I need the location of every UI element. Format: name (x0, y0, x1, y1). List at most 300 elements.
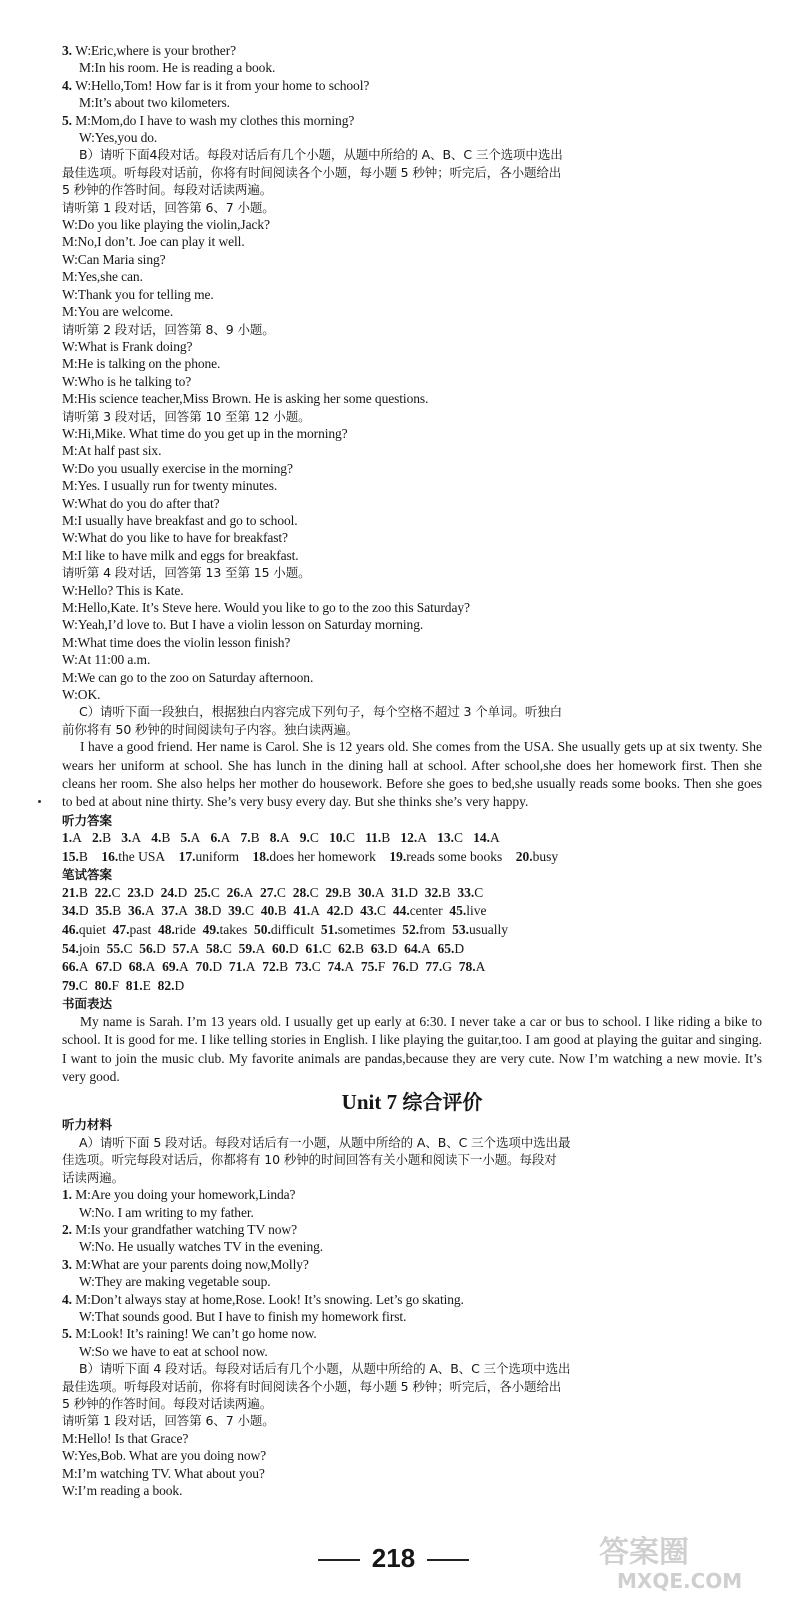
answer-number: 25. (194, 884, 211, 900)
answer-value: A (189, 940, 200, 956)
dialogue-text: W:Yes,you do. (79, 130, 158, 146)
answer-value: A (220, 830, 231, 846)
dialogue-text: M:In his room. He is reading a book. (79, 60, 276, 76)
answer-item (161, 885, 188, 900)
answer-number: 11. (365, 830, 382, 846)
answer-value: A (475, 959, 486, 975)
answer-number: 29. (325, 884, 343, 900)
answer-number: 50. (254, 922, 271, 938)
answer-item (62, 922, 106, 937)
answer-value: D (78, 903, 89, 919)
page-number: 218 (371, 1543, 416, 1573)
monologue-passage (62, 738, 762, 812)
answer-number: 31. (391, 884, 409, 900)
dialogue-line: W:What do you like to have for breakfast? (62, 530, 288, 546)
dialogue-line: W:Thank you for telling me. (62, 286, 214, 302)
answer-item (179, 849, 239, 864)
answer-number: 7. (240, 830, 251, 846)
section-b-instruction: 5 秒钟的作答时间。每段对话读两遍。 (62, 1395, 273, 1411)
answer-item (293, 903, 320, 918)
answer-value: D (454, 940, 465, 956)
answer-value: C (309, 830, 319, 846)
answer-number: 56. (139, 940, 157, 956)
section-b-instruction: B）请听下面 4 段对话。每段对话后有几个小题，从题中所给的 A、B、C 三个选项中选出 (79, 1361, 571, 1377)
listening-answers-heading: 听力答案 (62, 812, 113, 828)
answer-number: 53. (452, 922, 469, 938)
dialogue-line: M:I’m watching TV. What about you? (62, 1465, 265, 1481)
answer-value: uniform (195, 848, 240, 864)
dialogue-line: M:I usually have breakfast and go to school. (62, 512, 298, 528)
dialogue-text: W:They are making vegetable soup. (79, 1274, 271, 1290)
answer-item (162, 959, 189, 974)
watermark-logo (559, 1524, 779, 1594)
dialogue-line (62, 1291, 762, 1308)
writing-text: My name is Sarah. I’m 13 years old. I usually get up early at 6:30. I never take a car or bus to school. I like riding a bike to school. It is good for me. I like telling stories in English. I like playing the guitar,too. I am good at playing the guitar and singing. I want to join the music club. My favorite animals are pandas,because they are very cute. Now I’m watching a new movie. It’s very good. (62, 1013, 762, 1085)
answer-value: C (276, 884, 286, 900)
answer-value: F (111, 977, 120, 993)
answer-number: 32. (424, 884, 442, 900)
answer-item (158, 922, 196, 937)
answer-number: 62. (338, 940, 355, 956)
answer-row (62, 977, 762, 996)
answer-number: 36. (128, 903, 145, 919)
section-c-instruction: 前你将有 50 秒钟的时间阅读句子内容。独白读两遍。 (62, 721, 359, 737)
dialogue-line: W:Yeah,I’d love to. But I have a violin lesson on Saturday morning. (62, 617, 424, 633)
answer-value: A (178, 903, 189, 919)
answer-item (95, 903, 121, 918)
answer-number: 6. (210, 830, 221, 846)
dialogue-line: M:No,I don’t. Joe can play it well. (62, 234, 245, 250)
answer-item (459, 959, 486, 974)
dialogue-line: W:I’m reading a book. (62, 1483, 183, 1498)
answer-value: B (354, 940, 364, 956)
answer-number: 79. (62, 977, 79, 993)
answer-item (107, 941, 133, 956)
answer-value: B (342, 884, 352, 900)
answer-number: 41. (293, 903, 311, 919)
answer-number: 27. (260, 884, 277, 900)
answer-value: A (131, 830, 142, 846)
answer-value: A (344, 959, 355, 975)
dialogue-text: M:What are your parents doing now,Molly? (75, 1256, 309, 1272)
answer-number: 48. (158, 922, 175, 938)
answer-item (360, 903, 386, 918)
answer-item (473, 830, 500, 845)
dialogue-prompt: 请听第 1 段对话，回答第 6、7 小题。 (62, 199, 275, 215)
answer-value: D (211, 903, 222, 919)
answer-value: A (279, 830, 290, 846)
answer-item (127, 885, 154, 900)
dialogue-text: M:It’s about two kilometers. (79, 95, 230, 111)
answer-number: 38. (194, 903, 212, 919)
dialogue-line (62, 94, 762, 111)
dialogue-line: M:You are welcome. (62, 304, 174, 320)
answer-number: 3. (121, 830, 132, 846)
answer-item (128, 903, 155, 918)
answer-number: 22. (94, 884, 112, 900)
listening-answers (62, 829, 762, 866)
section-a-instruction: 佳选项。听完每段对话后，你都将有 10 秒钟的时间回答有关小题和阅读下一小题。每段对 (62, 1152, 557, 1168)
answer-value: D (177, 884, 188, 900)
answer-item (425, 885, 451, 900)
answer-item (402, 922, 445, 937)
answer-value: takes (219, 922, 248, 938)
answer-number: 52. (402, 922, 420, 938)
unit-title-en: Unit 7 (341, 1090, 398, 1115)
section-b-instruction: 最佳选项。听每段对话前，你将有时间阅读各个小题，每小题 5 秒钟；听完后，各小题给出 (62, 164, 562, 180)
dialogue-line: M:Yes,she can. (62, 269, 143, 285)
answer-value: B (112, 903, 122, 919)
answer-number: 20. (515, 848, 533, 864)
answer-value: A (72, 830, 82, 846)
answer-number: 47. (112, 922, 130, 938)
dialogue-prompt: 请听第 1 段对话，回答第 6、7 小题。 (62, 1413, 275, 1429)
answer-item (262, 959, 288, 974)
answer-number: 10. (329, 830, 346, 846)
section-c-instruction: C）请听下面一段独白，根据独白内容完成下列句子，每个空格不超过 3 个单词。听独白 (79, 704, 563, 720)
dialogue-prompt: 请听第 4 段对话，回答第 13 至第 15 小题。 (62, 565, 311, 581)
answer-item (151, 830, 170, 845)
answer-value: C (123, 940, 133, 956)
listening-material-heading: 听力材料 (62, 1117, 113, 1133)
dialogue-line: M:What time does the violin lesson finish? (62, 634, 291, 650)
answer-item (196, 959, 223, 974)
answer-item (113, 922, 152, 937)
dialogue-line: W:What do you do after that? (62, 495, 220, 511)
answer-number: 16. (101, 848, 119, 864)
answer-value: D (408, 959, 419, 975)
dialogue-text: W:Eric,where is your brother? (75, 43, 236, 58)
unit-title-cn: 综合评价 (402, 1090, 483, 1115)
dialogue-text: W:Hello,Tom! How far is it from your home to school? (75, 77, 370, 93)
answer-item (206, 941, 232, 956)
dialogue-line: W:Do you usually exercise in the morning? (62, 460, 293, 476)
answer-value: A (255, 940, 266, 956)
answer-value: C (78, 977, 88, 993)
answer-value: C (453, 830, 463, 846)
answer-value: B (102, 830, 112, 846)
dialogue-line: M:Yes. I usually run for twenty minutes. (62, 478, 278, 494)
answer-value: A (420, 940, 431, 956)
answer-item (293, 885, 319, 900)
answer-item (425, 959, 452, 974)
answer-number: 75. (360, 959, 378, 975)
answer-number: 15. (62, 848, 79, 864)
answer-item (254, 922, 314, 937)
dialogue-number: 2. (62, 1221, 76, 1237)
answer-number: 78. (458, 959, 476, 975)
answer-item (329, 830, 355, 845)
answer-item (358, 885, 385, 900)
answer-number: 40. (260, 903, 278, 919)
answer-item (227, 885, 254, 900)
answer-item (361, 959, 385, 974)
answer-item (62, 830, 82, 845)
answer-number: 21. (62, 884, 79, 900)
dialogue-line: W:Yes,Bob. What are you doing now? (62, 1448, 267, 1464)
dialogue-line: W:Hello? This is Kate. (62, 582, 184, 598)
dialogue-line: M:Hello! Is that Grace? (62, 1430, 189, 1446)
dialogue-line (62, 1186, 762, 1203)
answer-number: 8. (269, 830, 280, 846)
answer-value: B (381, 830, 391, 846)
dialogue-text: W:No. He usually watches TV in the evening. (79, 1239, 324, 1255)
dialogue-line (62, 59, 762, 76)
dialogue-text: M:Are you doing your homework,Linda? (75, 1187, 296, 1203)
answer-number: 30. (357, 884, 375, 900)
answer-number: 43. (360, 903, 378, 919)
answer-value: B (279, 959, 289, 975)
answer-number: 5. (180, 830, 191, 846)
dialogue-number: 1. (62, 1187, 76, 1203)
answer-value: past (129, 922, 152, 938)
answer-item (260, 885, 286, 900)
dialogue-line: W:Do you like playing the violin,Jack? (62, 217, 270, 233)
monologue-text: I have a good friend. Her name is Carol. She is 12 years old. She comes from the USA. She usually gets up at six twenty. She wears her uniform at school. She has lunch in the dining hall at school. After school,she does her homework first. Then she cleans her room. She also helps her mother do housework. Before she goes to bed,she usually reads some books. Then she goes to bed at about nine thirty. She’s very busy every day. But she thinks she’s very happy. (62, 739, 762, 810)
writing-heading: 书面表达 (62, 996, 113, 1012)
answer-number: 42. (326, 903, 344, 919)
writing-passage (62, 1013, 762, 1087)
answer-item (62, 885, 88, 900)
answer-number: 23. (127, 884, 145, 900)
answer-item (181, 830, 201, 845)
answer-item (338, 941, 364, 956)
answer-number: 65. (437, 940, 455, 956)
answer-number: 66. (62, 959, 79, 975)
answer-number: 46. (62, 922, 79, 938)
answer-value: A (374, 884, 385, 900)
answer-value: A (144, 903, 155, 919)
answer-number: 35. (95, 903, 113, 919)
answer-value: G (442, 959, 453, 975)
dialogue-number: 4. (62, 1291, 76, 1307)
dialogue-line: M:He is talking on the phone. (62, 356, 221, 372)
answer-number: 17. (178, 848, 196, 864)
answer-item (371, 941, 398, 956)
answer-value: B (161, 830, 171, 846)
answer-value: A (490, 830, 500, 846)
answer-number: 64. (404, 940, 421, 956)
answer-number: 80. (94, 977, 112, 993)
answer-row (62, 829, 762, 848)
answer-value: B (441, 884, 451, 900)
written-answers-heading: 笔试答案 (62, 867, 113, 883)
answer-value: A (243, 884, 254, 900)
answer-number: 28. (292, 884, 310, 900)
section-a-instruction: A）请听下面 5 段对话。每段对话后有一小题，从题中所给的 A、B、C 三个选项中选出最 (79, 1134, 571, 1150)
answer-item (300, 830, 319, 845)
answer-value: live (466, 903, 487, 919)
answer-number: 71. (228, 959, 246, 975)
answer-value: C (345, 830, 355, 846)
svg-text:答案圈: 答案圈 (599, 1535, 689, 1570)
answer-item (195, 903, 222, 918)
dialogue-line (62, 129, 762, 146)
answer-value: D (408, 884, 418, 900)
answer-item (139, 941, 166, 956)
answer-item (437, 830, 463, 845)
dialogue-list (62, 1186, 762, 1360)
answer-number: 4. (151, 830, 162, 846)
answer-number: 9. (299, 830, 310, 846)
answer-number: 37. (161, 903, 179, 919)
answer-value: center (409, 903, 443, 919)
dialogue-line (62, 1238, 762, 1255)
answer-value: A (190, 830, 201, 846)
answer-number: 26. (226, 884, 244, 900)
answer-item (452, 922, 508, 937)
answer-item (211, 830, 231, 845)
dialogue-line: W:What is Frank doing? (62, 338, 193, 354)
answer-value: C (311, 959, 321, 975)
dialogue-line (62, 112, 762, 129)
answer-item (92, 830, 111, 845)
answer-value: C (309, 884, 319, 900)
dialogue-line (62, 1308, 762, 1325)
answer-value: ride (174, 922, 196, 938)
answer-item (62, 903, 89, 918)
section-b-instruction: B）请听下面4段对话。每段对话后有几个小题，从题中所给的 A、B、C 三个选项中选出 (79, 147, 563, 163)
answer-number: 33. (457, 884, 475, 900)
answer-value: C (322, 940, 332, 956)
answer-item (62, 978, 88, 993)
answer-value: join (78, 940, 100, 956)
dialogue-line: M:We can go to the zoo on Saturday afternoon. (62, 669, 314, 685)
answer-value: F (377, 959, 386, 975)
footer-dash (318, 1559, 360, 1561)
answer-value: A (417, 830, 427, 846)
answer-item (126, 978, 151, 993)
answer-number: 82. (157, 977, 175, 993)
dialogue-line: W:OK. (62, 687, 101, 703)
answer-number: 77. (425, 959, 443, 975)
answer-item (229, 959, 256, 974)
answer-value: does her homework (269, 848, 376, 864)
answer-item (95, 885, 121, 900)
dialogue-line: W:Who is he talking to? (62, 373, 192, 389)
answer-value: C (210, 884, 220, 900)
dialogue-line (62, 77, 762, 94)
answer-number: 57. (172, 940, 190, 956)
written-answers (62, 884, 762, 996)
dialogue-line: W:Can Maria sing? (62, 251, 166, 267)
answer-row (62, 884, 762, 903)
answer-item (391, 885, 418, 900)
answer-value: C (222, 940, 232, 956)
answer-number: 73. (294, 959, 312, 975)
answer-item (272, 941, 299, 956)
answer-number: 24. (160, 884, 178, 900)
answer-value: B (78, 884, 88, 900)
answer-item (203, 922, 248, 937)
answer-item (121, 830, 141, 845)
answer-item (389, 849, 502, 864)
answer-value: C (111, 884, 121, 900)
answer-item (62, 849, 88, 864)
answer-item (392, 959, 419, 974)
answer-value: D (156, 940, 166, 956)
answer-item (241, 830, 260, 845)
answer-number: 58. (206, 940, 223, 956)
answer-number: 59. (238, 940, 256, 956)
answer-item (321, 922, 396, 937)
dialogue-line: W:Hi,Mike. What time do you get up in the morning? (62, 425, 348, 441)
answer-value: D (343, 903, 354, 919)
dialogue-list (62, 42, 762, 146)
answer-number: 18. (252, 848, 270, 864)
dialogue-line: M:Hello,Kate. It’s Steve here. Would you like to go to the zoo this Saturday? (62, 600, 470, 615)
answer-item (328, 959, 355, 974)
answer-value: C (474, 884, 484, 900)
answer-number: 67. (95, 959, 113, 975)
answer-item (129, 959, 156, 974)
unit-title (62, 1088, 762, 1116)
answer-number: 2. (92, 830, 103, 846)
answer-item (101, 849, 165, 864)
answer-item (253, 849, 376, 864)
dialogue-line (62, 1343, 762, 1360)
answer-number: 74. (327, 959, 345, 975)
dialogue-line (62, 42, 762, 59)
answer-item (95, 978, 119, 993)
answer-number: 34. (62, 903, 79, 919)
answer-value: E (142, 977, 151, 993)
answer-item (62, 959, 89, 974)
dialogue-text: M:Is your grandfather watching TV now? (75, 1221, 297, 1237)
answer-number: 1. (62, 830, 73, 846)
answer-number: 72. (262, 959, 280, 975)
answer-item (404, 941, 431, 956)
answer-item (270, 830, 290, 845)
answer-item (365, 830, 390, 845)
answer-value: from (419, 922, 446, 938)
section-b-instruction: 5 秒钟的作答时间。每段对话读两遍。 (62, 182, 273, 198)
answer-value: D (144, 884, 154, 900)
answer-item (325, 885, 351, 900)
dialogue-number: 5. (62, 1326, 76, 1342)
answer-item (295, 959, 321, 974)
dialogue-prompt: 请听第 2 段对话，回答第 8、9 小题。 (62, 321, 275, 337)
answer-row (62, 921, 762, 940)
answer-value: B (277, 903, 287, 919)
answer-number: 69. (162, 959, 179, 975)
section-a-instruction: 话读两遍。 (62, 1169, 125, 1185)
dialogue-text: W:That sounds good. But I have to finish my homework first. (79, 1308, 407, 1324)
answer-item (62, 941, 100, 956)
dialogue-line: M:At half past six. (62, 443, 162, 459)
answer-number: 63. (370, 940, 388, 956)
answer-row (62, 902, 762, 921)
dialogue-prompt: 请听第 3 段对话，回答第 10 至第 12 小题。 (62, 408, 311, 424)
dialogue-number: 5. (62, 112, 76, 128)
answer-item (228, 903, 254, 918)
answer-value: reads some books (406, 848, 503, 864)
dialogue-lines (62, 199, 762, 704)
answer-item (449, 903, 486, 918)
answer-value: busy (532, 848, 559, 864)
answer-item (400, 830, 427, 845)
answer-value: A (179, 959, 189, 975)
footer-dash (427, 1559, 469, 1561)
answer-item (305, 941, 331, 956)
answer-item (239, 941, 266, 956)
answer-value: C (377, 903, 387, 919)
answer-value: A (145, 959, 156, 975)
dialogue-text: W:So we have to eat at school now. (79, 1343, 268, 1359)
answer-number: 14. (473, 830, 490, 846)
answer-number: 68. (128, 959, 146, 975)
answer-item (161, 903, 188, 918)
